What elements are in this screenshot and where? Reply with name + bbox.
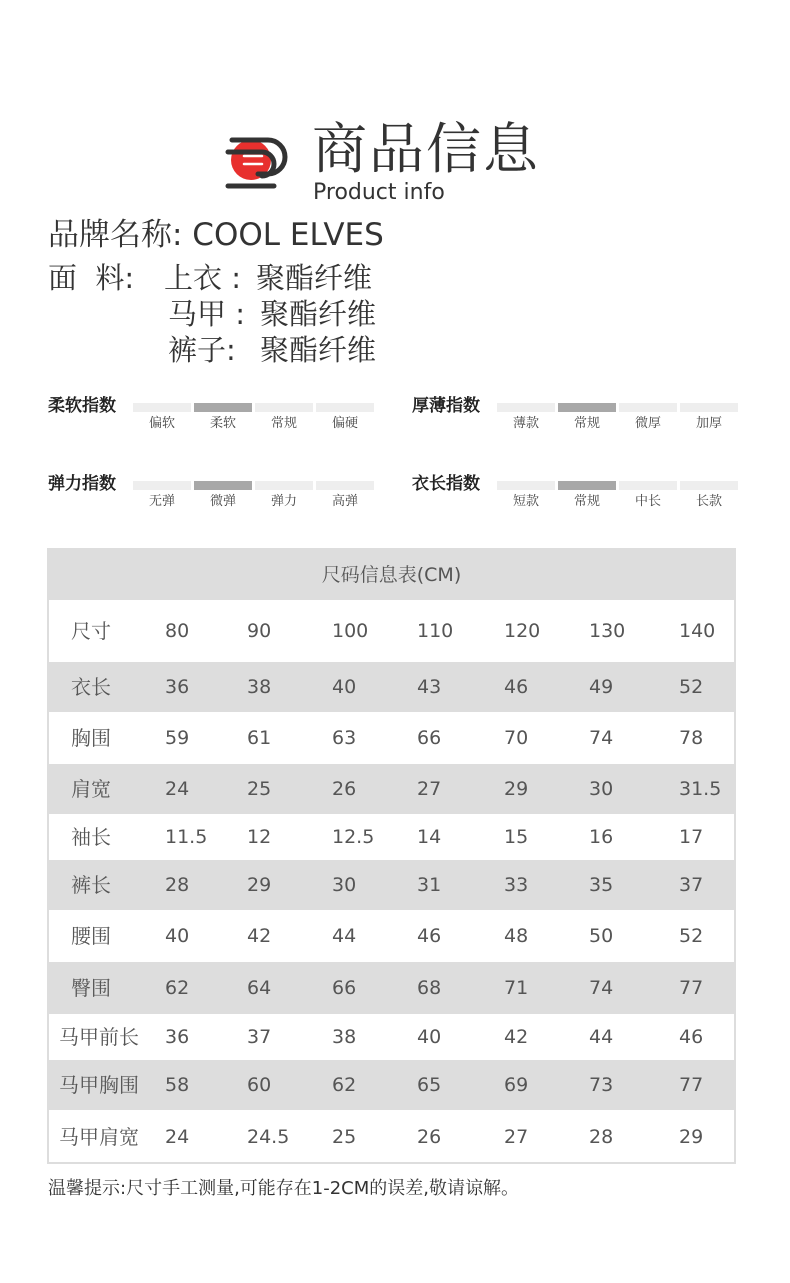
- index-segment: [680, 403, 738, 412]
- table-cell: 31.5: [679, 778, 722, 800]
- table-cell: 73: [589, 1074, 614, 1096]
- table-cell: 78: [679, 727, 704, 749]
- index-option-label: 无弹: [148, 494, 175, 509]
- round-list-logo-icon: [222, 130, 288, 196]
- table-cell: 65: [417, 1074, 442, 1096]
- fabric-part: 裤子:: [168, 333, 236, 367]
- size-table-title: 尺码信息表(CM): [49, 550, 734, 600]
- table-cell: 42: [504, 1026, 529, 1048]
- fabric-part: 马甲 :: [168, 297, 245, 331]
- table-row-label: 裤长: [71, 873, 111, 897]
- table-cell: 48: [504, 925, 529, 947]
- table-cell: 77: [679, 977, 704, 999]
- table-cell: 40: [332, 676, 357, 698]
- table-row: [49, 910, 734, 962]
- table-cell: 80: [165, 620, 190, 642]
- table-cell: 42: [247, 925, 272, 947]
- table-cell: 120: [504, 620, 541, 642]
- table-row-label: 尺寸: [71, 619, 111, 643]
- fabric-material: 聚酯纤维: [260, 297, 377, 331]
- index-option-label: 偏软: [148, 416, 175, 431]
- table-row: [49, 1014, 734, 1060]
- table-row: [49, 1110, 734, 1164]
- index-label: 衣长指数: [412, 474, 480, 494]
- index-scale: [497, 403, 738, 435]
- fabric-row-pants: [168, 332, 376, 368]
- table-cell: 74: [589, 977, 614, 999]
- table-cell: 15: [504, 826, 529, 848]
- table-cell: 74: [589, 727, 614, 749]
- table-cell: 46: [679, 1026, 704, 1048]
- table-cell: 16: [589, 826, 614, 848]
- table-row: [49, 764, 734, 814]
- table-cell: 30: [332, 874, 357, 896]
- table-cell: 37: [679, 874, 704, 896]
- index-option-label: 加厚: [695, 416, 722, 431]
- table-cell: 66: [332, 977, 357, 999]
- brand-name: 品牌名称: COOL ELVES: [48, 217, 384, 253]
- table-row-label: 胸围: [71, 726, 111, 750]
- table-cell: 40: [417, 1026, 442, 1048]
- table-cell: 31: [417, 874, 442, 896]
- index-segment: [497, 481, 555, 490]
- index-block: [412, 473, 742, 517]
- table-cell: 24.5: [247, 1126, 290, 1148]
- table-row: [49, 860, 734, 910]
- table-cell: 12.5: [332, 826, 375, 848]
- index-segment-selected: [194, 481, 252, 490]
- page-title: 商品信息: [312, 117, 541, 181]
- table-cell: 59: [165, 727, 190, 749]
- index-segment: [619, 481, 677, 490]
- fabric-row-top: [164, 260, 372, 296]
- table-row-label: 臀围: [71, 976, 111, 1000]
- table-cell: 26: [417, 1126, 442, 1148]
- index-scale: [497, 481, 738, 513]
- table-row-label: 马甲肩宽: [59, 1125, 139, 1149]
- table-cell: 29: [679, 1126, 704, 1148]
- table-cell: 71: [504, 977, 529, 999]
- index-segment: [619, 403, 677, 412]
- table-cell: 52: [679, 925, 704, 947]
- table-cell: 61: [247, 727, 272, 749]
- table-cell: 11.5: [165, 826, 208, 848]
- table-cell: 46: [504, 676, 529, 698]
- index-segment: [680, 481, 738, 490]
- table-cell: 38: [247, 676, 272, 698]
- index-scale: [133, 481, 374, 513]
- table-row: [49, 600, 734, 662]
- table-cell: 60: [247, 1074, 272, 1096]
- table-cell: 43: [417, 676, 442, 698]
- index-block: [48, 395, 378, 439]
- table-cell: 36: [165, 676, 190, 698]
- table-cell: 46: [417, 925, 442, 947]
- table-cell: 37: [247, 1026, 272, 1048]
- table-cell: 27: [417, 778, 442, 800]
- table-cell: 25: [247, 778, 272, 800]
- table-row-label: 衣长: [71, 675, 111, 699]
- index-block: [48, 473, 378, 517]
- table-row: [49, 1060, 734, 1110]
- table-cell: 14: [417, 826, 442, 848]
- table-cell: 27: [504, 1126, 529, 1148]
- table-cell: 62: [332, 1074, 357, 1096]
- table-cell: 77: [679, 1074, 704, 1096]
- index-option-label: 柔软: [209, 416, 236, 431]
- index-option-label: 常规: [573, 416, 600, 431]
- table-cell: 38: [332, 1026, 357, 1048]
- table-row-label: 马甲胸围: [59, 1073, 139, 1097]
- table-cell: 28: [589, 1126, 614, 1148]
- index-option-label: 高弹: [331, 494, 358, 509]
- table-cell: 58: [165, 1074, 190, 1096]
- table-cell: 24: [165, 1126, 190, 1148]
- table-cell: 64: [247, 977, 272, 999]
- table-row: [49, 814, 734, 860]
- fabric-material: 聚酯纤维: [260, 333, 377, 367]
- table-cell: 25: [332, 1126, 357, 1148]
- index-segment: [497, 403, 555, 412]
- index-option-label: 中长: [634, 494, 661, 509]
- index-option-label: 常规: [270, 416, 297, 431]
- table-cell: 44: [332, 925, 357, 947]
- table-cell: 40: [165, 925, 190, 947]
- index-segment-selected: [558, 481, 616, 490]
- index-segment: [316, 403, 374, 412]
- table-cell: 63: [332, 727, 357, 749]
- table-cell: 50: [589, 925, 614, 947]
- table-cell: 140: [679, 620, 716, 642]
- index-scale: [133, 403, 374, 435]
- table-row: [49, 712, 734, 764]
- table-cell: 29: [504, 778, 529, 800]
- table-cell: 29: [247, 874, 272, 896]
- table-cell: 130: [589, 620, 626, 642]
- table-cell: 33: [504, 874, 529, 896]
- table-cell: 35: [589, 874, 614, 896]
- index-segment: [255, 403, 313, 412]
- fabric-part: 上衣 :: [164, 261, 241, 295]
- table-cell: 69: [504, 1074, 529, 1096]
- table-cell: 49: [589, 676, 614, 698]
- table-cell: 52: [679, 676, 704, 698]
- index-block: [412, 395, 742, 439]
- index-label: 柔软指数: [48, 396, 116, 416]
- index-option-label: 微弹: [209, 494, 236, 509]
- table-row: [49, 662, 734, 712]
- table-cell: 36: [165, 1026, 190, 1048]
- table-cell: 26: [332, 778, 357, 800]
- table-cell: 62: [165, 977, 190, 999]
- index-segment: [133, 481, 191, 490]
- table-cell: 68: [417, 977, 442, 999]
- table-row-label: 袖长: [71, 825, 111, 849]
- index-segment: [133, 403, 191, 412]
- index-option-label: 短款: [512, 494, 539, 509]
- table-cell: 17: [679, 826, 704, 848]
- size-table: [47, 548, 736, 1164]
- table-cell: 28: [165, 874, 190, 896]
- index-segment: [316, 481, 374, 490]
- table-row-label: 肩宽: [71, 777, 111, 801]
- table-cell: 24: [165, 778, 190, 800]
- fabric-material: 聚酯纤维: [256, 261, 373, 295]
- index-segment-selected: [558, 403, 616, 412]
- index-label: 弹力指数: [48, 474, 116, 494]
- table-cell: 70: [504, 727, 529, 749]
- table-cell: 44: [589, 1026, 614, 1048]
- table-cell: 30: [589, 778, 614, 800]
- table-row-label: 腰围: [71, 924, 111, 948]
- measurement-note: 温馨提示:尺寸手工测量,可能存在1-2CM的误差,敬请谅解。: [48, 1178, 520, 1199]
- table-row: [49, 962, 734, 1014]
- table-cell: 90: [247, 620, 272, 642]
- table-cell: 100: [332, 620, 369, 642]
- index-option-label: 微厚: [634, 416, 661, 431]
- index-option-label: 弹力: [270, 494, 297, 509]
- fabric-label: 面 料:: [48, 261, 135, 295]
- index-label: 厚薄指数: [412, 396, 480, 416]
- index-option-label: 偏硬: [331, 416, 358, 431]
- index-segment-selected: [194, 403, 252, 412]
- index-option-label: 薄款: [512, 416, 539, 431]
- fabric-row-vest: [168, 296, 376, 332]
- page-subtitle: Product info: [313, 180, 445, 205]
- table-row-label: 马甲前长: [59, 1025, 139, 1049]
- index-segment: [255, 481, 313, 490]
- index-option-label: 常规: [573, 494, 600, 509]
- table-cell: 110: [417, 620, 454, 642]
- table-cell: 66: [417, 727, 442, 749]
- index-option-label: 长款: [695, 494, 722, 509]
- table-cell: 12: [247, 826, 272, 848]
